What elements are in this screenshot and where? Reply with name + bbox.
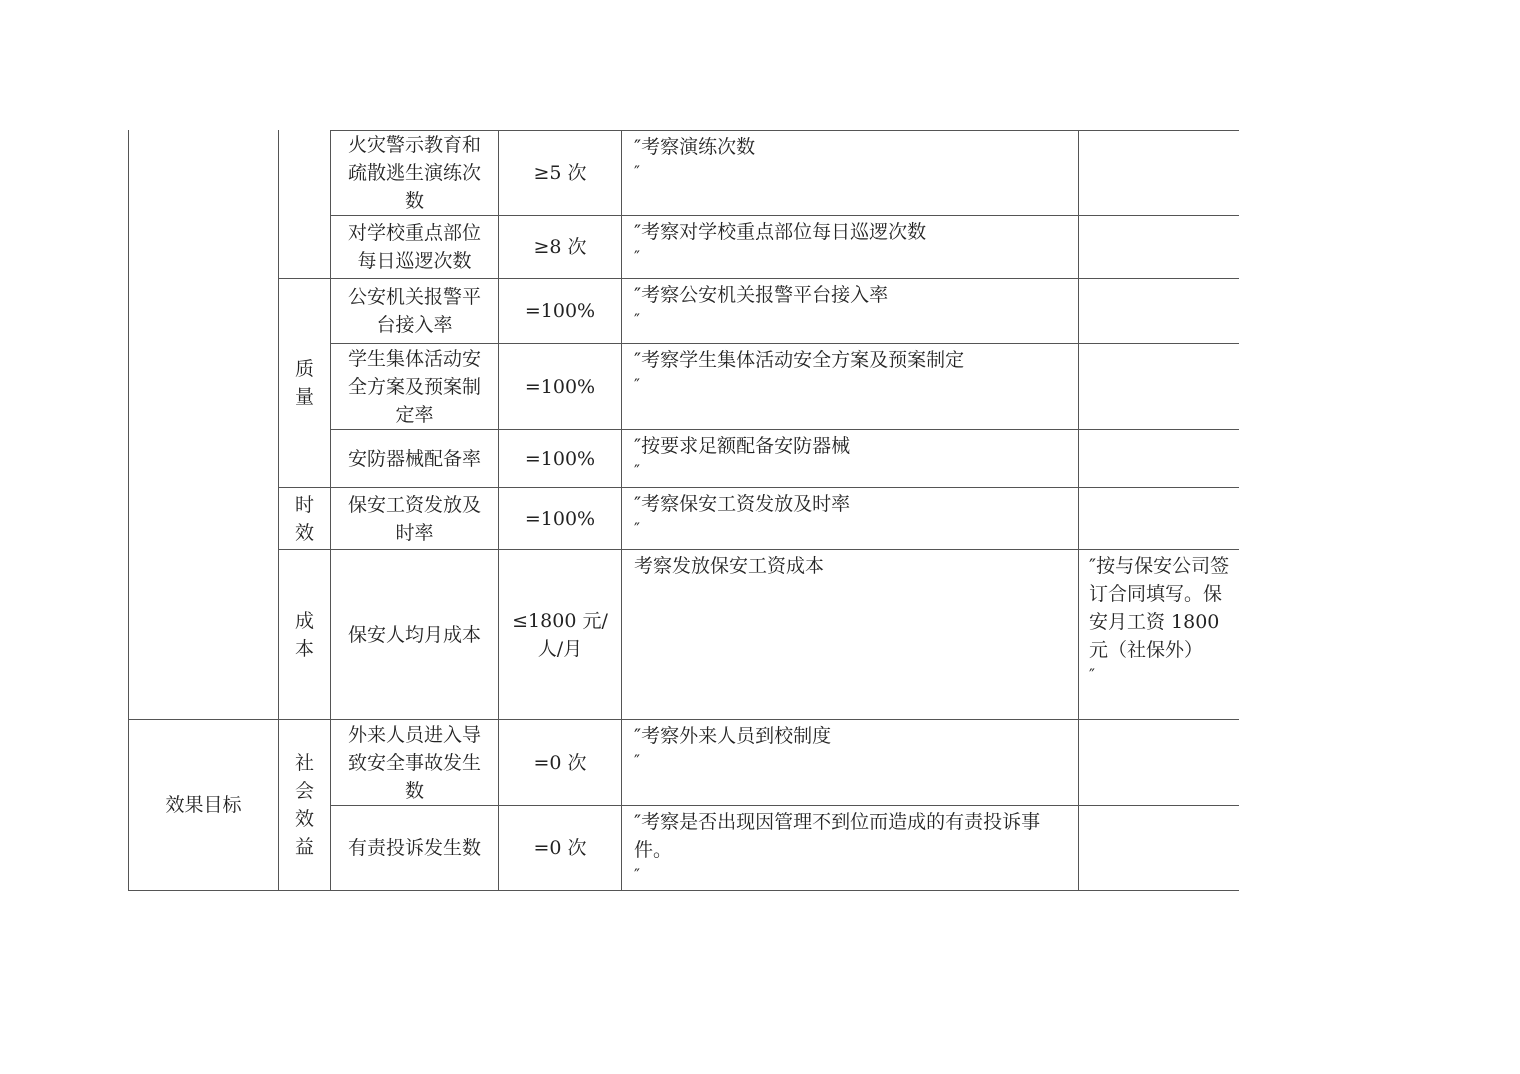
indicator-cell (331, 806, 498, 890)
rule-table-bottom (128, 890, 1239, 891)
indicator-cell (331, 488, 498, 549)
description-text: 考察发放保安工资成本 (634, 555, 825, 577)
category-social-benefit (279, 720, 330, 890)
indicator-cell (331, 279, 498, 343)
target-value-cell (499, 550, 621, 719)
category-effect-goal-label: 效果目标 (165, 794, 242, 816)
indicator-text: 学生集体活动安全方案及预案制定率 (347, 347, 481, 426)
description-text: ″考察是否出现因管理不到位而造成的有责投诉事件。 (634, 811, 1041, 861)
description-cell (622, 131, 1078, 215)
category-timeliness (279, 488, 330, 549)
target-value: ≥5 次 (533, 162, 587, 184)
category-cost-label: 成本 (294, 609, 314, 660)
indicator-text: 有责投诉发生数 (347, 837, 481, 859)
target-value-cell (499, 344, 621, 429)
indicator-cell (331, 720, 498, 805)
description-close-quote: ″ (634, 247, 640, 266)
description-text: ″考察学生集体活动安全方案及预案制定 (634, 349, 965, 371)
indicator-text: 保安人均月成本 (347, 623, 481, 646)
indicator-text: 外来人员进入导致安全事故发生数 (347, 723, 481, 802)
description-close-quote: ″ (634, 162, 640, 181)
category-quality (279, 279, 330, 487)
description-text: ″考察公安机关报警平台接入率 (634, 284, 889, 306)
description-close-quote: ″ (634, 375, 640, 394)
description-cell (622, 806, 1078, 890)
target-value-cell (499, 279, 621, 343)
note-text: ″按与保安公司签订合同填写。保安月工资 1800 元（社保外） (1089, 555, 1230, 661)
target-value: ≥8 次 (533, 236, 587, 258)
indicator-cell (331, 430, 498, 487)
target-value: ≤1800 元/人/月 (512, 609, 608, 660)
target-value: =0 次 (533, 751, 587, 774)
description-close-quote: ″ (634, 865, 640, 884)
target-value: =100% (524, 375, 596, 398)
description-cell (622, 720, 1078, 805)
target-value-cell (499, 216, 621, 278)
description-text: ″考察保安工资发放及时率 (634, 493, 851, 515)
description-cell (622, 430, 1078, 487)
description-cell (622, 344, 1078, 429)
indicator-text: 对学校重点部位每日巡逻次数 (347, 222, 481, 272)
indicator-text: 安防器械配备率 (347, 447, 481, 470)
indicator-text: 公安机关报警平台接入率 (347, 286, 481, 336)
indicator-cell (331, 131, 498, 215)
description-text: ″考察外来人员到校制度 (634, 725, 832, 747)
description-cell (622, 216, 1078, 278)
category-effect-goal (129, 720, 278, 890)
description-cell (622, 279, 1078, 343)
category-timeliness-label: 时效 (294, 493, 314, 544)
indicator-text: 火灾警示教育和疏散逃生演练次数 (347, 134, 481, 212)
category-quality-label: 质量 (294, 358, 314, 408)
indicator-cell (331, 216, 498, 278)
target-value: =0 次 (533, 837, 587, 859)
indicator-cell (331, 550, 498, 719)
description-text: ″考察演练次数 (634, 136, 756, 158)
target-value-cell (499, 806, 621, 890)
category-cost (279, 550, 330, 719)
target-value: =100% (524, 447, 596, 470)
rule (1078, 130, 1079, 890)
target-value: =100% (524, 507, 596, 530)
description-text: ″考察对学校重点部位每日巡逻次数 (634, 221, 927, 243)
description-close-quote: ″ (634, 310, 640, 329)
description-close-quote: ″ (634, 519, 640, 538)
target-value-cell (499, 430, 621, 487)
description-cell (622, 550, 1078, 719)
note-close-quote: ″ (1089, 665, 1095, 684)
description-text: ″按要求足额配备安防器械 (634, 435, 851, 457)
target-value: =100% (524, 300, 596, 322)
note-cell (1079, 550, 1239, 719)
target-value-cell (499, 131, 621, 215)
description-close-quote: ″ (634, 751, 640, 770)
category-social-benefit-label: 社会效益 (294, 752, 314, 858)
target-value-cell (499, 720, 621, 805)
indicator-text: 保安工资发放及时率 (347, 493, 481, 544)
description-close-quote: ″ (634, 461, 640, 480)
target-value-cell (499, 488, 621, 549)
indicator-cell (331, 344, 498, 429)
description-cell (622, 488, 1078, 549)
